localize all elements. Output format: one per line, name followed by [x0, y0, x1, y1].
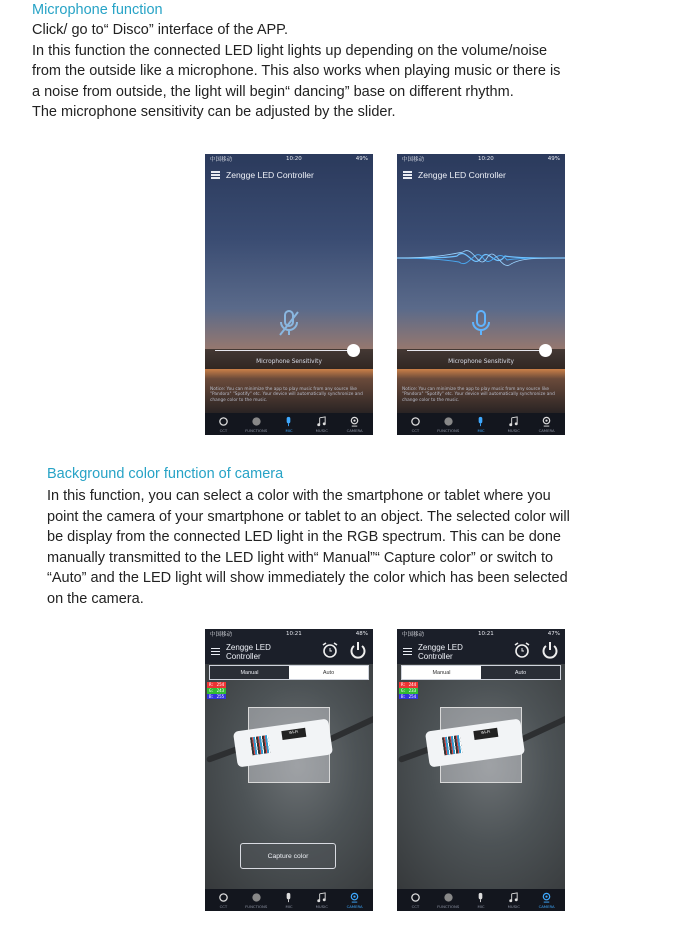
- app-title: Zengge LED Controller: [226, 170, 314, 180]
- tab-camera[interactable]: [531, 889, 563, 909]
- power-icon[interactable]: [541, 641, 559, 659]
- tab-label: FUNCTIONS: [437, 904, 460, 909]
- tab-cct[interactable]: [399, 413, 431, 433]
- red-value: R: 254: [209, 682, 225, 687]
- bottom-tab-bar: [205, 889, 373, 911]
- tab-cct[interactable]: [399, 889, 431, 909]
- hamburger-menu-icon[interactable]: [403, 171, 412, 179]
- mode-manual-button[interactable]: Manual: [402, 666, 481, 679]
- rgb-readout: [207, 682, 226, 699]
- tab-camera[interactable]: [339, 889, 371, 909]
- tab-label: CAMERA: [346, 904, 363, 909]
- tab-label: FUNCTIONS: [245, 428, 268, 433]
- notice-text: Notice: You can minimize the app to play music from any source like "Pandora" "Spotify" etc. Your device will automatically synchronize and change color to the music.: [402, 387, 555, 403]
- paragraph-line: The microphone sensitivity can be adjusted by the slider.: [32, 104, 396, 121]
- music-note-icon: [316, 416, 327, 427]
- hamburger-menu-icon[interactable]: [211, 648, 220, 656]
- bottom-tab-bar: [397, 413, 565, 435]
- tab-music[interactable]: [306, 413, 338, 433]
- carrier-label: 中国移动: [210, 157, 233, 163]
- battery-label: 49%: [355, 156, 368, 162]
- music-note-icon: [316, 892, 327, 903]
- section-heading-camera: Background color function of camera: [47, 466, 284, 482]
- screenshot-camera-capture: [205, 629, 373, 911]
- sound-wave-graphic: [397, 240, 565, 276]
- tab-cct[interactable]: [207, 413, 239, 433]
- notice-text: Notice: You can minimize the app to play music from any source like "Pandora" "Spotify" etc. Your device will automatically synchronize and change color to the music.: [210, 387, 363, 403]
- mode-toggle: [401, 665, 561, 680]
- cct-icon: [410, 416, 421, 427]
- paragraph-line: a noise from outside, the light will begin“ dancing” base on different rhythm.: [32, 83, 514, 100]
- microphone-muted-icon[interactable]: [277, 309, 301, 339]
- alarm-clock-icon[interactable]: [321, 641, 339, 659]
- tab-functions[interactable]: [240, 413, 272, 433]
- carrier-label: 中国移动: [402, 632, 425, 638]
- app-title: Zengge LED Controller: [418, 642, 463, 661]
- battery-label: 47%: [547, 631, 560, 637]
- tab-mic[interactable]: [465, 889, 497, 909]
- cct-icon: [218, 892, 229, 903]
- carrier-label: 中国移动: [402, 157, 425, 163]
- mic-icon: [475, 416, 486, 427]
- app-title: Zengge LED Controller: [226, 642, 271, 661]
- paragraph-line: “Auto” and the LED light will show immediately the color which has been selected: [47, 570, 568, 587]
- battery-label: 48%: [355, 631, 368, 637]
- status-bar: [397, 629, 565, 639]
- microphone-icon[interactable]: [469, 309, 493, 339]
- tab-functions[interactable]: [240, 889, 272, 909]
- clock-label: 10:21: [477, 631, 494, 637]
- tab-label: MUSIC: [315, 428, 328, 433]
- status-bar: [205, 629, 373, 639]
- slider-label: Microphone Sensitivity: [448, 359, 514, 365]
- mic-icon: [283, 416, 294, 427]
- mic-icon: [475, 892, 486, 903]
- tab-label: MIC: [285, 904, 293, 909]
- screenshot-microphone-active: [397, 154, 565, 435]
- status-bar: [397, 154, 565, 164]
- tab-label: CCT: [411, 904, 420, 909]
- slider-label: Microphone Sensitivity: [256, 359, 322, 365]
- tab-label: FUNCTIONS: [245, 904, 268, 909]
- bottom-tab-bar: [205, 413, 373, 435]
- camera-description: [47, 486, 570, 610]
- tab-label: CAMERA: [346, 428, 363, 433]
- tab-label: FUNCTIONS: [437, 428, 460, 433]
- status-bar: [205, 154, 373, 164]
- tab-camera[interactable]: [531, 413, 563, 433]
- header-actions: [321, 641, 367, 659]
- tab-label: CCT: [219, 428, 228, 433]
- paragraph-line: point the camera of your smartphone or tablet to an object. The selected color will: [47, 508, 570, 525]
- music-note-icon: [508, 416, 519, 427]
- rgb-readout: [399, 682, 418, 699]
- app-title: Zengge LED Controller: [418, 170, 506, 180]
- paragraph-line: be display from the connected LED light in the RGB spectrum. This can be done: [47, 529, 561, 546]
- mic-icon: [283, 892, 294, 903]
- tab-camera[interactable]: [339, 413, 371, 433]
- bottom-tab-bar: [397, 889, 565, 911]
- sensitivity-slider-knob[interactable]: [539, 344, 552, 357]
- green-value: G: 243: [209, 687, 225, 693]
- tab-music[interactable]: [498, 413, 530, 433]
- carrier-label: 中国移动: [210, 632, 233, 638]
- tab-music[interactable]: [498, 889, 530, 909]
- webcam-icon: [349, 892, 360, 903]
- sensitivity-slider-track[interactable]: [407, 350, 545, 351]
- cct-icon: [218, 416, 229, 427]
- tab-label: MUSIC: [507, 428, 520, 433]
- paragraph-line: manually transmitted to the LED light with“ Manual”“ Capture color” or switch to: [47, 549, 554, 566]
- webcam-icon: [349, 416, 360, 427]
- microphone-description: [32, 20, 560, 123]
- mode-auto-button[interactable]: Auto: [481, 666, 560, 679]
- tab-label: MUSIC: [507, 904, 520, 909]
- tab-label: CAMERA: [538, 428, 555, 433]
- webcam-icon: [541, 892, 552, 903]
- capture-color-button[interactable]: Capture color: [240, 843, 336, 869]
- paragraph-line: In this function the connected LED light lights up depending on the volume/noise: [32, 42, 548, 59]
- led-controller-photo: Wi-Fi: [233, 718, 333, 767]
- hamburger-menu-icon[interactable]: [211, 171, 220, 179]
- sensitivity-slider-knob[interactable]: [347, 344, 360, 357]
- mode-manual-button[interactable]: Manual: [210, 666, 289, 679]
- tab-mic[interactable]: [273, 889, 305, 909]
- tab-label: MIC: [477, 904, 485, 909]
- paragraph-line: on the camera.: [47, 590, 144, 607]
- tab-label: CCT: [219, 904, 228, 909]
- tab-music[interactable]: [306, 889, 338, 909]
- clock-label: 10:20: [477, 156, 494, 162]
- paragraph-line: from the outside like a microphone. This also works when playing music or there is: [32, 63, 561, 80]
- power-icon[interactable]: [349, 641, 367, 659]
- app-header: [205, 164, 373, 186]
- tab-label: MIC: [477, 428, 485, 433]
- tab-label: CCT: [411, 428, 420, 433]
- tab-mic[interactable]: [465, 413, 497, 433]
- functions-icon: [443, 892, 454, 903]
- clock-label: 10:20: [285, 156, 302, 162]
- battery-label: 49%: [547, 156, 560, 162]
- alarm-clock-icon[interactable]: [513, 641, 531, 659]
- paragraph-line: Click/ go to“ Disco” interface of the APP.: [32, 22, 289, 38]
- app-header: [397, 164, 565, 186]
- music-note-icon: [508, 892, 519, 903]
- webcam-icon: [541, 416, 552, 427]
- blue-value: B: 255: [209, 693, 225, 699]
- tab-label: MIC: [285, 428, 293, 433]
- tab-functions[interactable]: [432, 413, 464, 433]
- cct-icon: [410, 892, 421, 903]
- paragraph-line: In this function, you can select a color with the smartphone or tablet where you: [47, 488, 551, 504]
- tab-label: MUSIC: [315, 904, 328, 909]
- blue-value: B: 254: [401, 693, 417, 699]
- functions-icon: [251, 416, 262, 427]
- tab-mic[interactable]: [273, 413, 305, 433]
- sensitivity-slider-track[interactable]: [215, 350, 353, 351]
- screenshot-camera-auto: [397, 629, 565, 911]
- screenshot-microphone-idle: [205, 154, 373, 435]
- functions-icon: [251, 892, 262, 903]
- clock-label: 10:21: [285, 631, 302, 637]
- mode-auto-button[interactable]: Auto: [289, 666, 368, 679]
- mode-toggle: [209, 665, 369, 680]
- tab-functions[interactable]: [432, 889, 464, 909]
- header-actions: [513, 641, 559, 659]
- tab-label: CAMERA: [538, 904, 555, 909]
- functions-icon: [443, 416, 454, 427]
- red-value: R: 244: [401, 682, 417, 687]
- tab-cct[interactable]: [207, 889, 239, 909]
- green-value: G: 233: [401, 687, 417, 693]
- hamburger-menu-icon[interactable]: [403, 648, 412, 656]
- led-controller-photo: Wi-Fi: [425, 718, 525, 767]
- section-heading-microphone: Microphone function: [32, 2, 163, 18]
